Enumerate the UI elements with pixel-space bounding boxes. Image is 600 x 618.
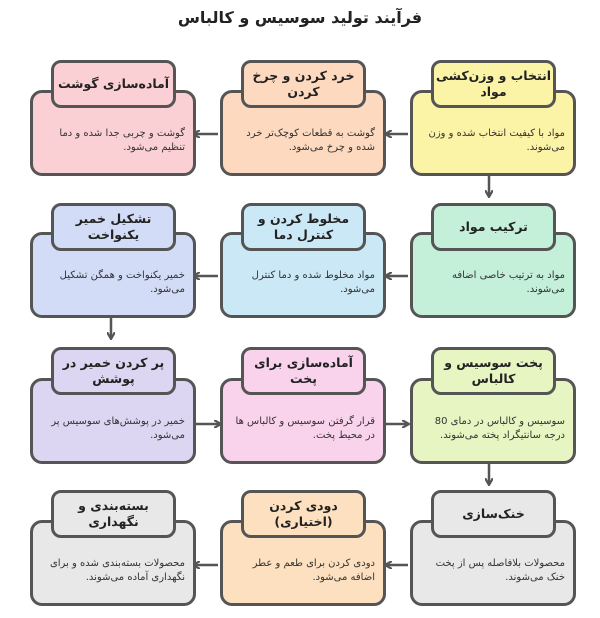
- step-desc-12: محصولات بسته‌بندی شده و برای نگهداری آماده می‌شوند.: [49, 558, 185, 583]
- step-desc-1: مواد با کیفیت انتخاب شده و وزن می‌شوند.: [428, 128, 565, 153]
- step-desc-6: خمیر یکنواخت و همگن تشکیل می‌شود.: [59, 270, 185, 295]
- step-title-10: خنک‌سازی: [431, 490, 556, 538]
- step-title-8: آماده‌سازی برای پخت: [241, 347, 366, 395]
- step-desc-9: خمیر در پوشش‌های سوسیس پر می‌شود.: [51, 416, 185, 441]
- step-desc-11: دودی کردن برای طعم و عطر اضافه می‌شود.: [252, 558, 375, 583]
- step-title-7: پخت سوسیس و کالباس: [431, 347, 556, 395]
- step-title-1: انتخاب و وزن‌کشی مواد: [431, 60, 556, 108]
- step-desc-2: گوشت به قطعات کوچک‌تر خرد شده و چرخ می‌شود.: [246, 128, 375, 153]
- step-title-5: مخلوط کردن و کنترل دما: [241, 203, 366, 251]
- step-desc-8: قرار گرفتن سوسیس و کالباس ها در محیط پخت.: [235, 416, 375, 441]
- step-title-11: دودی کردن (اختیاری): [241, 490, 366, 538]
- step-title-3: آماده‌سازی گوشت: [51, 60, 176, 108]
- step-title-6: تشکیل خمیر یکنواخت: [51, 203, 176, 251]
- step-desc-3: گوشت و چربی جدا شده و دما تنظیم می‌شود.: [59, 128, 185, 153]
- step-title-2: خرد کردن و چرخ کردن: [241, 60, 366, 108]
- step-desc-7: سوسیس و کالباس در دمای 80 درجه سانتیگراد پخته می‌شوند.: [434, 416, 565, 441]
- step-desc-10: محصولات بلافاصله پس از پخت خنک می‌شوند.: [435, 558, 565, 583]
- step-title-4: ترکیب مواد: [431, 203, 556, 251]
- step-title-9: پر کردن خمیر در پوشش: [51, 347, 176, 395]
- step-desc-4: مواد به ترتیب خاصی اضافه می‌شوند.: [451, 270, 565, 295]
- diagram-title: فرآیند تولید سوسیس و کالباس: [177, 8, 423, 27]
- step-title-12: بسته‌بندی و نگهداری: [51, 490, 176, 538]
- step-desc-5: مواد مخلوط شده و دما کنترل می‌شود.: [251, 270, 375, 295]
